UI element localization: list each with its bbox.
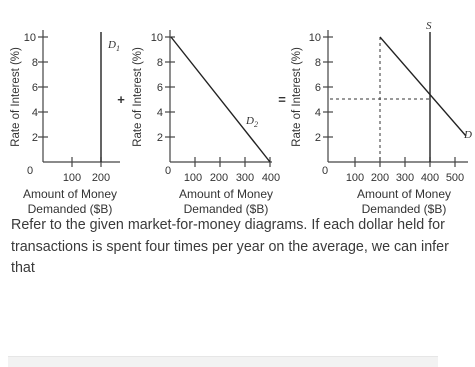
panel2-x-label-line1: Amount of Money <box>178 187 274 201</box>
panel1-ytick-10: 10 <box>23 32 36 44</box>
panel2-y-axis-label: Rate of Interest (%) <box>132 47 144 147</box>
panel2-xtick-200: 200 <box>209 172 229 184</box>
curve-d-label: D <box>464 129 472 141</box>
panel3-origin: 0 <box>321 165 329 177</box>
panel3-x-label-line1: Amount of Money <box>356 187 452 201</box>
question-text: Refer to the given market-for-money diagrams. If each dollar held for transactions is spent four times per year on the average, we can infer that <box>11 217 449 276</box>
panel1-x-label-line1: Amount of Money <box>22 187 118 201</box>
panel2-ytick-6: 6 <box>156 82 163 94</box>
equals-operator: = <box>278 92 286 107</box>
panel1-x-label-line2: Demanded ($B) <box>27 202 113 216</box>
answer-options-area[interactable] <box>8 356 438 367</box>
panel1-ytick-8: 8 <box>31 57 38 69</box>
panel1-ytick-6: 6 <box>31 82 38 94</box>
panel3-xtick-300: 300 <box>395 172 415 184</box>
panel1-y-axis-label: Rate of Interest (%) <box>10 47 22 147</box>
curve-d2 <box>171 37 270 162</box>
panel2-origin: 0 <box>164 165 172 177</box>
panel3-ytick-6: 6 <box>314 82 321 94</box>
panel3-x-label-line2: Demanded ($B) <box>361 202 447 216</box>
panel3-y-axis-label: Rate of Interest (%) <box>291 47 303 147</box>
panel2-ytick-2: 2 <box>156 132 163 144</box>
panel1-ytick-2: 2 <box>31 132 38 144</box>
panel3-xtick-200: 200 <box>370 172 390 184</box>
panel-transactions-demand <box>10 30 120 216</box>
panel2-ytick-10: 10 <box>150 32 163 44</box>
panel1-xtick-100: 100 <box>62 172 82 184</box>
panel3-ytick-2: 2 <box>314 132 321 144</box>
panel2-xtick-300: 300 <box>235 172 255 184</box>
panel-money-market <box>291 20 472 216</box>
panel3-ytick-8: 8 <box>314 57 321 69</box>
panel1-origin: 0 <box>26 165 34 177</box>
curve-d <box>380 37 466 136</box>
panel2-ytick-8: 8 <box>156 57 163 69</box>
panel2-x-label-line2: Demanded ($B) <box>183 202 269 216</box>
curve-s-label: S <box>426 20 432 32</box>
panel2-ytick-4: 4 <box>156 107 163 119</box>
panel3-ytick-4: 4 <box>314 107 321 119</box>
panel1-ytick-4: 4 <box>31 107 38 119</box>
panel3-xtick-100: 100 <box>345 172 365 184</box>
panel3-xtick-500: 500 <box>445 172 465 184</box>
curve-d1-label: $D_1$ <box>108 39 120 53</box>
panel1-xtick-200: 200 <box>91 172 111 184</box>
curve-d2-label: $D_2$ <box>246 115 258 129</box>
plus-operator: + <box>117 92 125 107</box>
panel3-ytick-10: 10 <box>308 32 321 44</box>
panel2-xtick-400: 400 <box>261 172 281 184</box>
panel3-xtick-400: 400 <box>420 172 440 184</box>
panel-asset-demand <box>132 30 280 216</box>
panel2-xtick-100: 100 <box>183 172 203 184</box>
